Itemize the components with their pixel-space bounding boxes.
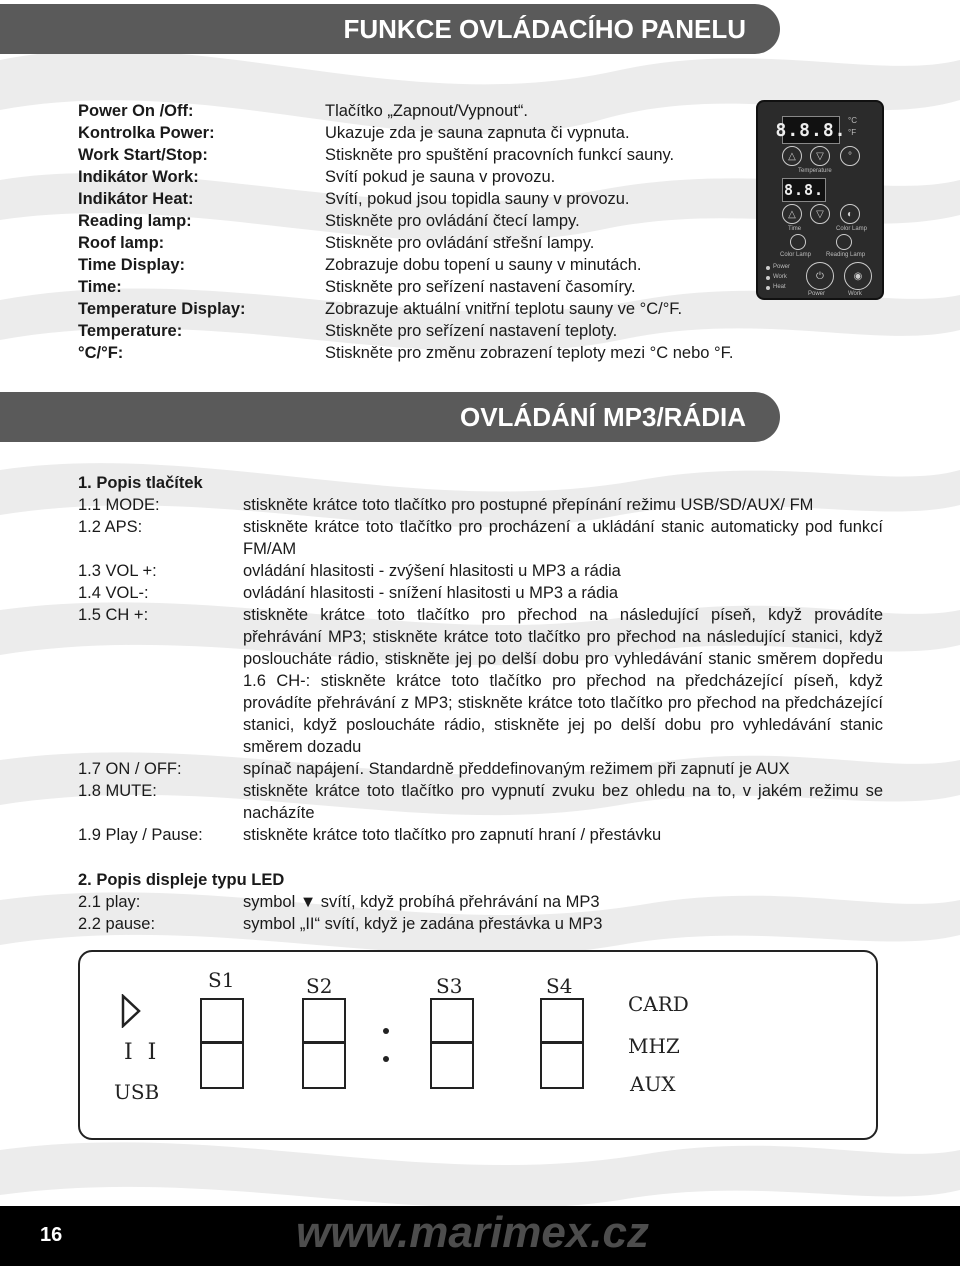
control-row [78, 122, 733, 144]
control-description: Zobrazuje aktuální vnitřní teplotu sauny ve °C/°F. [325, 300, 683, 318]
temperature-down-button: ▽ [810, 146, 830, 166]
section-heading: 1. Popis tlačítek [78, 474, 203, 492]
color-lamp-button: ◐ [840, 204, 860, 224]
power-indicator-label: Power [773, 264, 791, 270]
item-label: 1.2 APS: [78, 518, 143, 536]
item-text: stiskněte krátce toto tlačítko pro procházení a ukládání stanic automaticky pod funkcí FM/AM [243, 518, 883, 558]
control-label: Power On /Off: [78, 102, 194, 120]
work-button-label: Work [848, 291, 862, 297]
control-row [78, 144, 733, 166]
section-banner-mp3-radio [0, 392, 780, 442]
time-label: Time [788, 226, 802, 232]
card-label: CARD [628, 992, 689, 1016]
control-description: Tlačítko „Zapnout/Vypnout“. [325, 102, 528, 120]
control-description: Stiskněte pro ovládání střešní lampy. [325, 234, 595, 252]
item-label: 1.3 VOL +: [78, 562, 157, 580]
segment-label-s2: S2 [306, 974, 333, 998]
usb-label: USB [114, 1080, 160, 1104]
control-functions-list [78, 100, 733, 364]
item-text: spínač napájení. Standardně předdefinovaným režimem při zapnutí je AUX [243, 760, 790, 778]
color-lamp-label-2: Color Lamp [780, 252, 812, 258]
item-text: symbol „II“ svítí, když je zadána přestávka u MP3 [243, 915, 603, 933]
item-label: 1.5 CH +: [78, 606, 149, 624]
work-indicator-icon [766, 276, 770, 280]
section-title: OVLÁDÁNÍ MP3/RÁDIA [459, 401, 746, 432]
segment-digit-s4-bottom [540, 1041, 584, 1089]
section-title: FUNKCE OVLÁDACÍHO PANELU [343, 13, 746, 44]
control-row [78, 188, 733, 210]
unit-fahrenheit-label: °F [848, 128, 857, 137]
time-up-button: △ [782, 204, 802, 224]
item-text: stiskněte krátce toto tlačítko pro zapnutí hraní / přestávku [243, 826, 662, 844]
time-display: 8.8. [782, 178, 826, 202]
list-item [78, 516, 883, 560]
temperature-display: 8.8.8. [782, 116, 840, 144]
control-row [78, 320, 733, 342]
segment-label-s1: S1 [208, 968, 235, 992]
control-label: Indikátor Heat: [78, 190, 194, 208]
section-heading: 2. Popis displeje typu LED [78, 871, 285, 889]
item-text: ovládání hlasitosti - zvýšení hlasitosti u MP3 a rádia [243, 562, 621, 580]
buttons-description-section [78, 472, 883, 846]
item-text: stiskněte krátce toto tlačítko pro postupné přepínání režimu USB/SD/AUX/ FM [243, 496, 814, 514]
control-description: Stiskněte pro ovládání čtecí lampy. [325, 212, 580, 230]
item-label: 2.2 pause: [78, 915, 156, 933]
control-label: Work Start/Stop: [78, 146, 208, 164]
reading-lamp-small-button [836, 234, 852, 250]
control-row [78, 342, 733, 364]
control-label: Roof lamp: [78, 234, 165, 252]
control-row [78, 298, 733, 320]
mhz-label: MHZ [628, 1034, 680, 1058]
control-description: Zobrazuje dobu topení u sauny v minutách. [325, 256, 642, 274]
play-icon [120, 994, 142, 1028]
pause-icon: I I [124, 1040, 161, 1065]
control-label: Time Display: [78, 256, 185, 274]
segment-digit-s4-top [540, 998, 584, 1044]
control-label: Indikátor Work: [78, 168, 199, 186]
control-label: Temperature Display: [78, 300, 246, 318]
led-description-section [78, 869, 883, 935]
control-description: Svítí pokud je sauna v provozu. [325, 168, 556, 186]
control-description: Stiskněte pro seřízení nastavení teploty. [325, 322, 618, 340]
segment-digit-s2-bottom [302, 1041, 346, 1089]
list-item [78, 780, 883, 824]
heat-indicator-label: Heat [773, 284, 786, 290]
item-text: stiskněte krátce toto tlačítko pro vypnutí zvuku bez ohledu na to, v jakém režimu se nacházíte [243, 782, 883, 822]
control-description: Stiskněte pro spuštění pracovních funkcí sauny. [325, 146, 675, 164]
control-row [78, 254, 733, 276]
power-button: ⏻ [806, 262, 834, 290]
control-description: Svítí, pokud jsou topidla sauny v provozu. [325, 190, 630, 208]
control-row [78, 210, 733, 232]
item-label: 1.1 MODE: [78, 496, 160, 514]
work-indicator-label: Work [773, 274, 787, 280]
control-description: Stiskněte pro změnu zobrazení teploty mezi °C nebo °F. [325, 344, 734, 362]
list-item [78, 913, 883, 935]
segment-digit-s1-bottom [200, 1041, 244, 1089]
item-text: ovládání hlasitosti - snížení hlasitosti u MP3 a rádia [243, 584, 619, 602]
temperature-label: Temperature [798, 168, 832, 174]
time-down-button: ▽ [810, 204, 830, 224]
list-item [78, 758, 883, 780]
list-item [78, 582, 883, 604]
control-description: Stiskněte pro seřízení nastavení časomíry. [325, 278, 636, 296]
reading-lamp-label: Reading Lamp [826, 252, 866, 258]
aux-label: AUX [630, 1072, 676, 1096]
colon-dot-top [383, 1028, 389, 1034]
item-text: symbol ▼ svítí, když probíhá přehrávání na MP3 [243, 893, 600, 911]
list-item [78, 560, 883, 582]
control-label: Temperature: [78, 322, 183, 340]
temperature-up-button: △ [782, 146, 802, 166]
control-row [78, 232, 733, 254]
colon-dot-bottom [383, 1056, 389, 1062]
heat-indicator-icon [766, 286, 770, 290]
segment-digit-s2-top [302, 998, 346, 1044]
item-label: 2.1 play: [78, 893, 141, 911]
control-label: °C/°F: [78, 344, 124, 362]
control-label: Reading lamp: [78, 212, 192, 230]
power-indicator-icon [766, 266, 770, 270]
section-banner-control-panel [0, 4, 780, 54]
control-row [78, 276, 733, 298]
list-item [78, 891, 883, 913]
color-lamp-label: Color Lamp [836, 226, 868, 232]
page-number: 16 [40, 1224, 63, 1246]
unit-celsius-label: °C [848, 116, 857, 125]
color-lamp-small-button [790, 234, 806, 250]
segment-label-s3: S3 [436, 974, 463, 998]
power-button-label: Power [808, 291, 826, 297]
website-url[interactable]: www.marimex.cz [296, 1208, 649, 1257]
control-label: Kontrolka Power: [78, 124, 215, 142]
led-display-diagram [78, 950, 878, 1140]
list-item [78, 604, 883, 758]
item-label: 1.9 Play / Pause: [78, 826, 203, 844]
item-label: 1.7 ON / OFF: [78, 760, 182, 778]
segment-digit-s1-top [200, 998, 244, 1044]
page-footer [0, 1206, 960, 1266]
list-item [78, 824, 883, 846]
unit-toggle-button: ° [840, 146, 860, 166]
item-label: 1.4 VOL-: [78, 584, 149, 602]
segment-label-s4: S4 [546, 974, 573, 998]
control-description: Ukazuje zda je sauna zapnuta či vypnuta. [325, 124, 630, 142]
segment-digit-s3-top [430, 998, 474, 1044]
control-row [78, 100, 733, 122]
control-row [78, 166, 733, 188]
item-text: stiskněte krátce toto tlačítko pro přechod na následující píseň, když provádíte přehrávání MP3; stiskněte krátce toto tlačítko pro přechod na následující stanici, když posloucháte rádio, stiskněte jej po delší dobu pro vyhledávání stanic směrem dopředu 1.6 CH-: stiskněte krátce toto tlačítko pro přechod na předcházející píseň, když provádíte přehrávání z MP3; stiskněte krátce toto tlačítko pro přechod na předcházející stanici, když posloucháte rádio, stiskněte jej po delší dobu pro vyhledávání stanic směrem dozadu [243, 606, 883, 756]
item-label: 1.8 MUTE: [78, 782, 157, 800]
segment-digit-s3-bottom [430, 1041, 474, 1089]
control-panel-image [756, 100, 884, 300]
list-item [78, 494, 883, 516]
control-label: Time: [78, 278, 122, 296]
work-button: ◉ [844, 262, 872, 290]
